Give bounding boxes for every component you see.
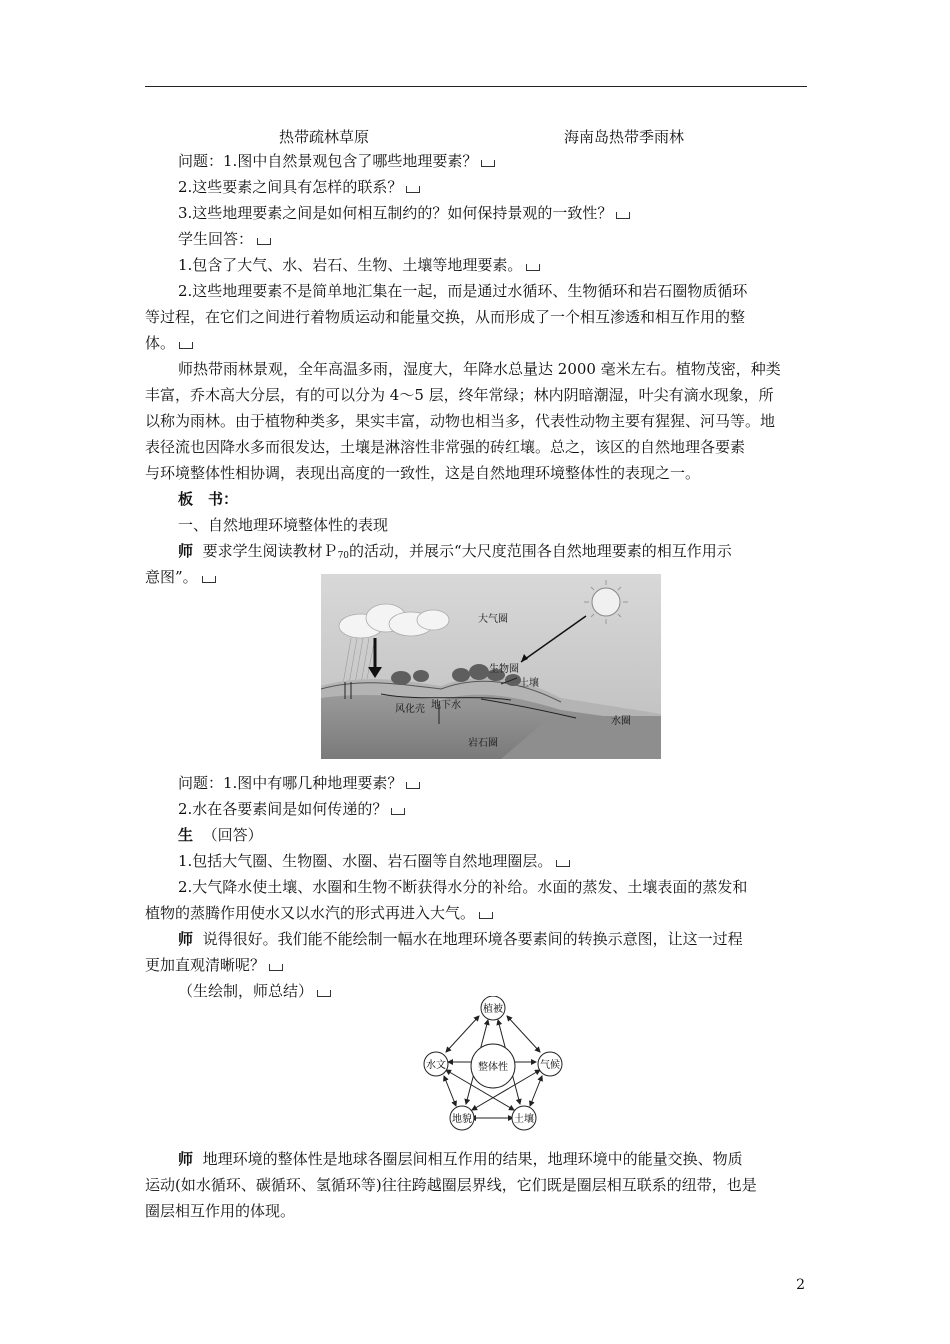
draw-note: （生绘制，师总结） <box>178 980 331 1002</box>
answer-2-line-1: 2.这些地理要素不是简单地汇集在一起，而是通过水循环、生物循环和岩石圈物质循环 <box>178 282 748 300</box>
return-mark-icon <box>391 808 405 815</box>
teacher-request-line-1: 师 要求学生阅读教材Ｐ$_{70}$的活动，并展示“大尺度范围各自然地理要素的相互作用示 <box>178 542 732 561</box>
return-mark-icon <box>179 342 193 349</box>
sphere-interaction-figure <box>321 574 661 759</box>
label-climate: 气候 <box>540 1060 560 1071</box>
return-mark-icon <box>317 990 331 997</box>
board-title: 一、自然地理环境整体性的表现 <box>178 516 389 534</box>
conclusion-line-1: 师 地理环境的整体性是地球各圈层间相互作用的结果，地理环境中的能量交换、物质 <box>178 1150 743 1168</box>
label-weathering: 风化壳 <box>395 704 425 715</box>
question-2: 2.这些要素之间具有怎样的联系？ <box>178 176 420 198</box>
question-3: 3.这些地理要素之间是如何相互制约的？如何保持景观的一致性？ <box>178 202 630 224</box>
return-mark-icon <box>406 782 420 789</box>
answer-2-line-3: 体。 <box>145 332 193 354</box>
teacher-para-line-2: 丰富，乔木高大分层，有的可以分为 4～5 层，终年常绿；林内阴暗潮湿，叶尖有滴水现象，所 <box>145 386 774 404</box>
student-answer-label: 学生回答： <box>178 228 271 250</box>
question-1: 问题：1.图中自然景观包含了哪些地理要素？ <box>178 150 495 172</box>
label-hydrology: 水文 <box>426 1060 446 1071</box>
question-4: 问题：1.图中有哪几种地理要素？ <box>178 772 420 794</box>
label-landform: 地貌 <box>452 1114 472 1125</box>
return-mark-icon <box>257 238 271 245</box>
teacher-request-line-2: 意图”。 <box>145 566 216 588</box>
return-mark-icon <box>269 964 283 971</box>
answer-1: 1.包含了大气、水、岩石、生物、土壤等地理要素。 <box>178 254 540 276</box>
label-groundwater: 地下水 <box>431 700 461 711</box>
label-soil: 土壤 <box>519 678 539 689</box>
return-mark-icon <box>556 860 570 867</box>
return-mark-icon <box>526 264 540 271</box>
return-mark-icon <box>616 212 630 219</box>
label-hydrosphere: 水圈 <box>611 716 631 727</box>
label-atmosphere: 大气圈 <box>478 614 508 625</box>
question-5: 2.水在各要素间是如何传递的？ <box>178 798 405 820</box>
page-number: 2 <box>796 1277 805 1293</box>
label-lithosphere: 岩石圈 <box>468 738 498 749</box>
teacher-para-line-4: 表径流也因降水多而很发达，土壤是淋溶性非常强的砖红壤。总之，该区的自然地理各要素 <box>145 438 746 456</box>
answer-3: 1.包括大气圈、生物圈、水圈、岩石圈等自然地理圈层。 <box>178 850 570 872</box>
teacher-praise-line-1: 师 说得很好。我们能不能绘制一幅水在地理环境各要素间的转换示意图，让这一过程 <box>178 930 743 948</box>
return-mark-icon <box>202 576 216 583</box>
caption-savanna: 热带疏林草原 <box>279 128 370 146</box>
label-soil-node: 土壤 <box>514 1114 534 1125</box>
return-mark-icon <box>406 186 420 193</box>
answer-2-line-2: 等过程，在它们之间进行着物质运动和能量交换，从而形成了一个相互渗透和相互作用的整 <box>145 308 746 326</box>
return-mark-icon <box>479 912 493 919</box>
caption-rainforest: 海南岛热带季雨林 <box>564 128 685 146</box>
board-label: 板 书： <box>178 490 239 508</box>
student-reply: 生 （回答） <box>178 826 263 844</box>
teacher-praise-line-2: 更加直观清晰呢？ <box>145 954 283 976</box>
teacher-para-line-3: 以称为雨林。由于植物种类多，果实丰富，动物也相当多，代表性动物主要有猩猩、河马等。地 <box>145 412 776 430</box>
integrity-diagram <box>416 996 572 1134</box>
teacher-para-line-1: 师热带雨林景观，全年高温多雨，湿度大，年降水总量达 2000 毫米左右。植物茂密，种类 <box>178 360 781 378</box>
center-label: 整体性 <box>478 1062 508 1073</box>
conclusion-line-2: 运动(如水循环、碳循环、氢循环等)往往跨越圈层界线，它们既是圈层相互联系的纽带，也是 <box>145 1176 757 1194</box>
teacher-para-line-5: 与环境整体性相协调，表现出高度的一致性，这是自然地理环境整体性的表现之一。 <box>145 464 701 482</box>
answer-4-line-1: 2.大气降水使土壤、水圈和生物不断获得水分的补给。水面的蒸发、土壤表面的蒸发和 <box>178 878 748 896</box>
label-biosphere: 生物圈 <box>489 664 519 675</box>
header-rule <box>145 86 807 87</box>
return-mark-icon <box>481 160 495 167</box>
answer-4-line-2: 植物的蒸腾作用使水又以水汽的形式再进入大气。 <box>145 902 493 924</box>
label-vegetation: 植被 <box>483 1004 503 1015</box>
conclusion-line-3: 圈层相互作用的体现。 <box>145 1202 296 1220</box>
